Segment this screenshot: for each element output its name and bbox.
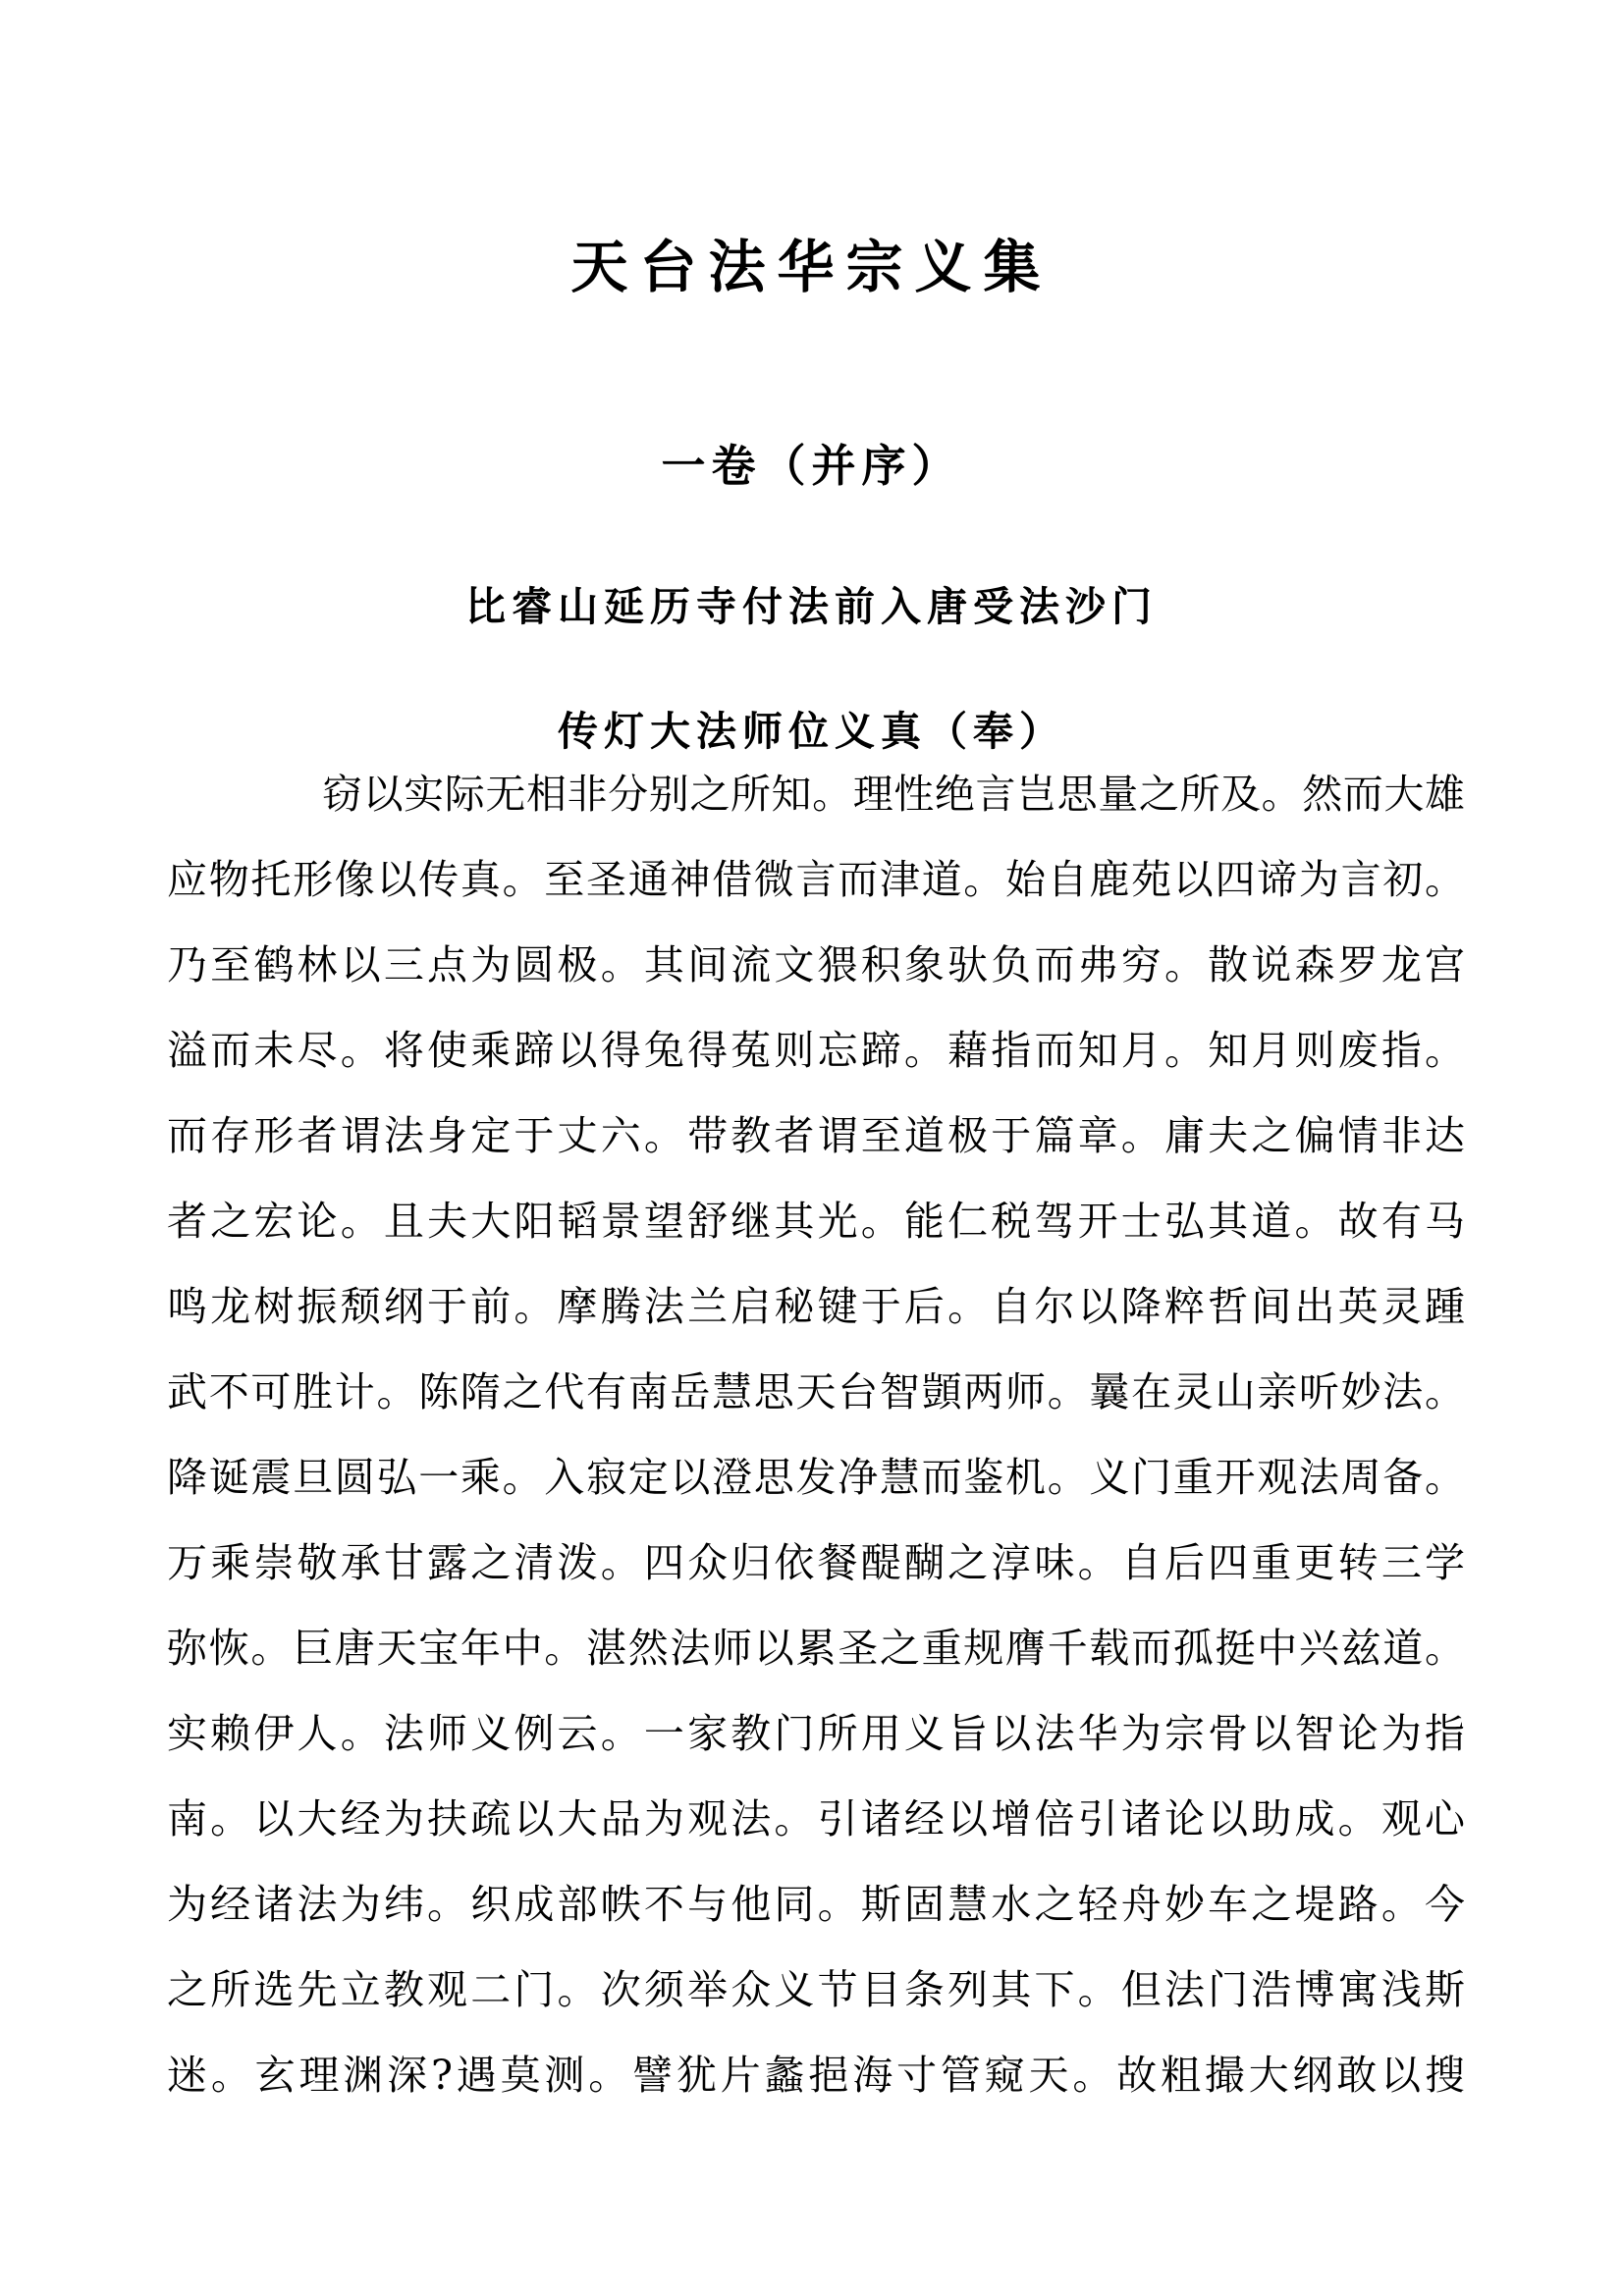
document-title: 天台法华宗义集: [570, 234, 1053, 300]
body-line: 降诞震旦圆弘一乘。入寂定以澄思发净慧而鉴机。义门重开观法周备。: [167, 1454, 1465, 1501]
body-line: 之所选先立教观二门。次须举众义节目条列其下。但法门浩博寓浅斯: [167, 1966, 1465, 2013]
body-line: 武不可胜计。陈隋之代有南岳慧思天台智顗两师。曩在灵山亲听妙法。: [167, 1368, 1465, 1415]
body-line: 应物托形像以传真。至圣通神借微言而津道。始自鹿苑以四谛为言初。: [167, 856, 1465, 903]
body-line: 者之宏论。且夫大阳韬景望舒继其光。能仁税驾开士弘其道。故有马: [167, 1198, 1465, 1245]
body-line: 为经诸法为纬。织成部帙不与他同。斯固慧水之轻舟妙车之堤路。今: [167, 1881, 1465, 1928]
attribution-line-2: 传灯大法师位义真（奉）: [558, 708, 1065, 755]
body-line: 弥恢。巨唐天宝年中。湛然法师以累圣之重规膺千载而孤挺中兴兹道。: [167, 1625, 1465, 1672]
body-line: 鸣龙树振颓纲于前。摩腾法兰启秘键于后。自尔以降粹哲间出英灵踵: [167, 1283, 1465, 1330]
body-text: [167, 772, 1465, 2138]
attribution-line-1: 比睿山延历寺付法前入唐受法沙门: [465, 583, 1158, 630]
body-line: 而存形者谓法身定于丈六。带教者谓至道极于篇章。庸夫之偏情非达: [167, 1112, 1465, 1159]
body-line: 万乘崇敬承甘露之清泼。四众归依餐醍醐之淳味。自后四重更转三学: [167, 1539, 1465, 1586]
body-line: 溢而未尽。将使乘蹄以得兔得菟则忘蹄。藉指而知月。知月则废指。: [167, 1027, 1465, 1074]
body-line: 实赖伊人。法师义例云。一家教门所用义旨以法华为宗骨以智论为指: [167, 1710, 1465, 1757]
body-line: 迷。玄理渊深?遇莫测。譬犹片蠡挹海寸管窥天。故粗撮大纲敢以搜: [167, 2052, 1465, 2099]
body-line: 乃至鹤林以三点为圆极。其间流文猥积象驮负而弗穷。散说森罗龙宫: [167, 941, 1465, 988]
document-subtitle: 一卷（并序）: [661, 440, 962, 492]
body-line: 窃以实际无相非分别之所知。理性绝言岂思量之所及。然而大雄: [322, 771, 1465, 818]
body-line: 南。以大经为扶疏以大品为观法。引诸经以增倍引诸论以助成。观心: [167, 1795, 1465, 1842]
